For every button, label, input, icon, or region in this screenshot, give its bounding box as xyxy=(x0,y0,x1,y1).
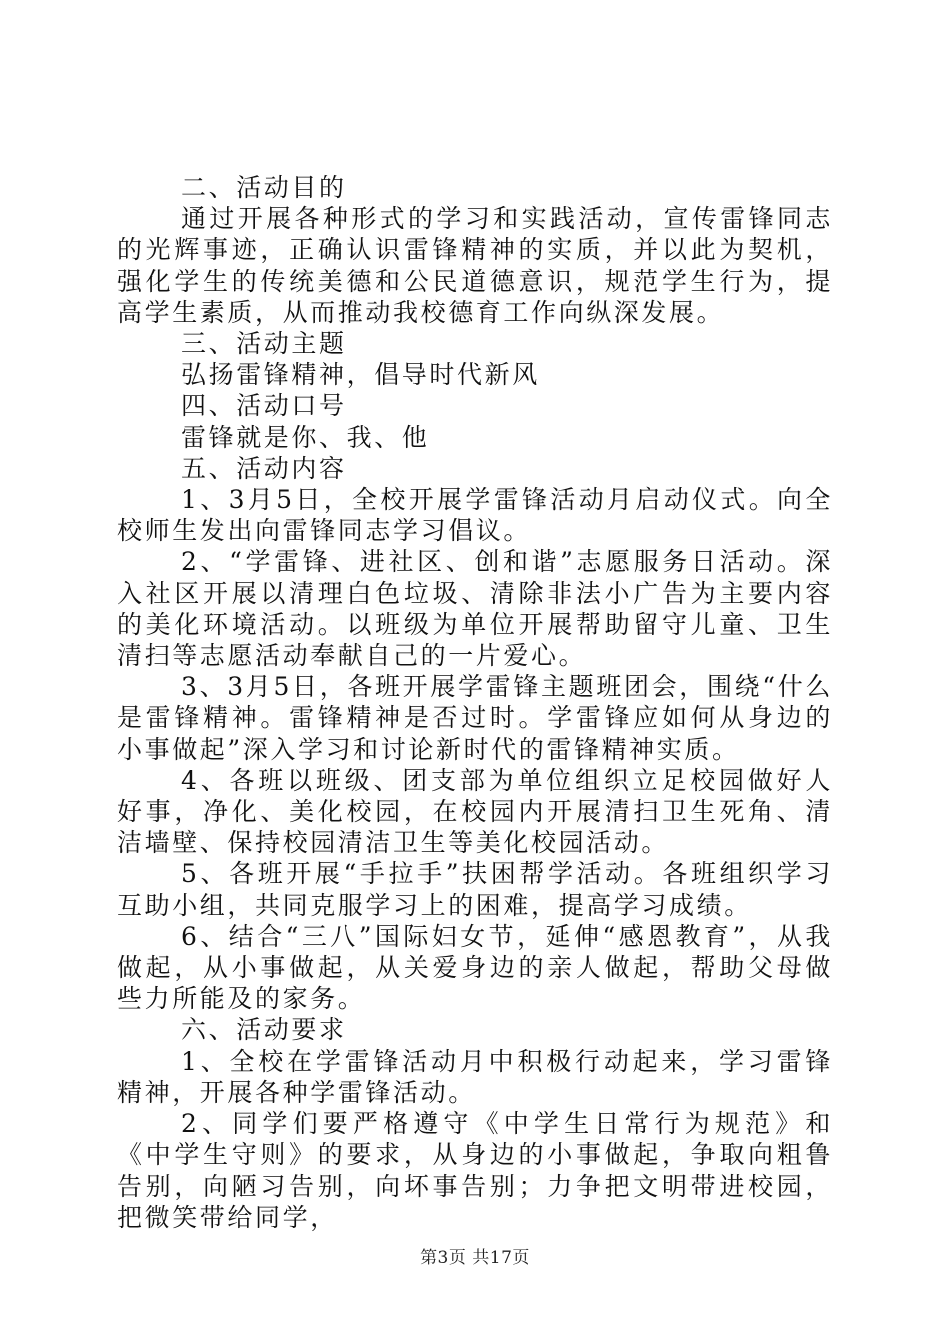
content-item-3: 3、3月5日，各班开展学雷锋主题班团会，围绕“什么是雷锋精神。雷锋精神是否过时。学雷锋应如何从身边的小事做起”深入学习和讨论新时代的雷锋精神实质。 xyxy=(117,672,833,764)
requirement-item-2: 2、同学们要严格遵守《中学生日常行为规范》和《中学生守则》的要求，从身边的小事做起，争取向粗鲁告别，向陋习告别，向坏事告别；力争把文明带进校园，把微笑带给同学， xyxy=(117,1109,833,1232)
paragraph-theme: 弘扬雷锋精神，倡导时代新风 xyxy=(181,360,540,390)
page-number-footer: 第3页 共17页 xyxy=(420,1248,530,1268)
content-item-2: 2、“学雷锋、进社区、创和谐”志愿服务日活动。深入社区开展以清理白色垃圾、清除非法小广告为主要内容的美化环境活动。以班级为单位开展帮助留守儿童、卫生清扫等志愿活动奉献自己的一片爱心。 xyxy=(117,547,833,671)
requirement-item-1: 1、全校在学雷锋活动月中积极行动起来，学习雷锋精神，开展各种学雷锋活动。 xyxy=(117,1046,833,1107)
heading-activity-requirements: 六、活动要求 xyxy=(181,1015,347,1045)
content-item-4: 4、各班以班级、团支部为单位组织立足校园做好人好事，净化、美化校园，在校园内开展清扫卫生死角、清洁墙壁、保持校园清洁卫生等美化校园活动。 xyxy=(117,765,833,858)
heading-activity-content: 五、活动内容 xyxy=(181,453,347,483)
paragraph-purpose: 通过开展各种形式的学习和实践活动，宣传雷锋同志的光辉事迹，正确认识雷锋精神的实质，并以此为契机，强化学生的传统美德和公民道德意识，规范学生行为，提高学生素质，从而推动我校德育工作向纵深发展。 xyxy=(117,204,833,327)
document-body xyxy=(117,172,833,1233)
paragraph-slogan: 雷锋就是你、我、他 xyxy=(181,422,430,452)
content-item-1: 1、3月5日，全校开展学雷锋活动月启动仪式。向全校师生发出向雷锋同志学习倡议。 xyxy=(117,485,833,546)
heading-activity-theme: 三、活动主题 xyxy=(181,329,347,359)
content-item-6: 6、结合“三八”国际妇女节，延伸“感恩教育”，从我做起，从小事做起，从关爱身边的亲人做起，帮助父母做些力所能及的家务。 xyxy=(117,921,833,1014)
content-item-5: 5、各班开展“手拉手”扶困帮学活动。各班组织学习互助小组，共同克服学习上的困难，提高学习成绩。 xyxy=(117,859,833,920)
heading-activity-purpose: 二、活动目的 xyxy=(181,173,347,202)
heading-activity-slogan: 四、活动口号 xyxy=(181,391,347,421)
